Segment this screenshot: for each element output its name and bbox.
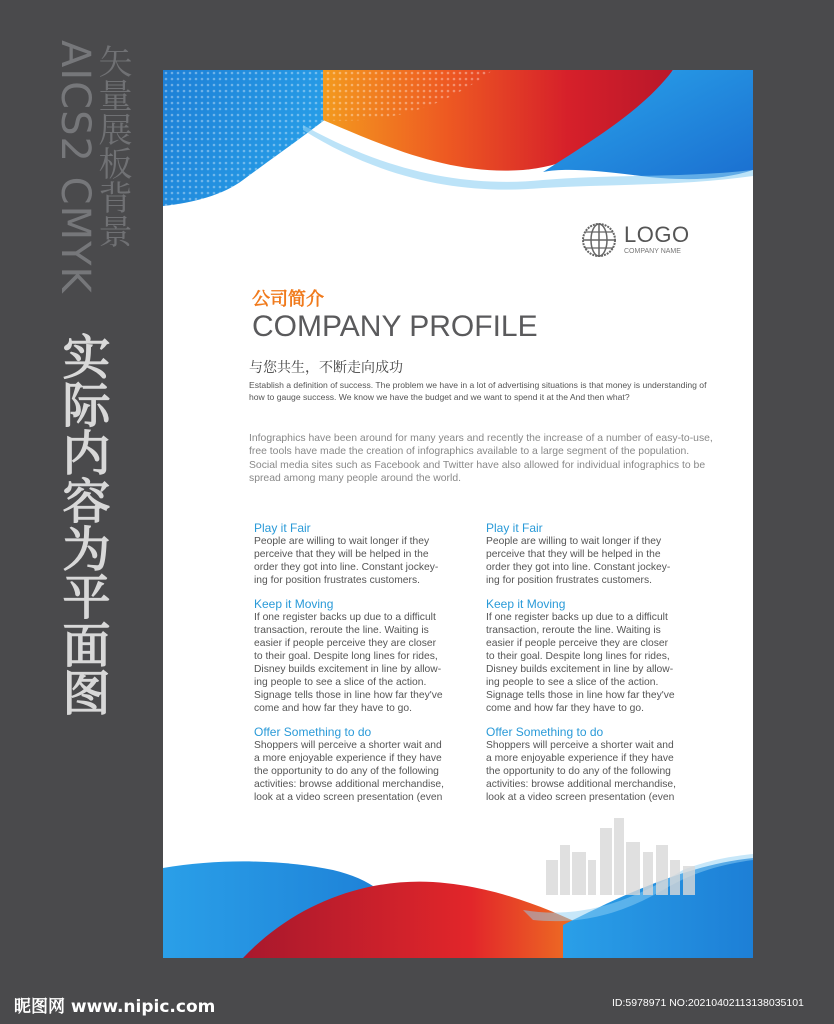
poster-wave-decoration [163, 70, 753, 958]
slogan: 与您共生，不断走向成功 [249, 360, 403, 376]
section-body: Shoppers will perceive a shorter wait and a more enjoyable experience if they have the opportunity to do any of the following activities: browse additional merchandise, look at a video screen presentation (even [254, 740, 445, 803]
section-play-it-fair [254, 521, 470, 587]
section-body: People are willing to wait longer if they perceive that they will be helped in the order they got into line. Constant jockey- ing for position frustrates customers. [254, 536, 439, 586]
intro-paragraph-2: Infographics have been around for many years and recently the increase of a number of easy-to-use, free tools have made the creation of infographics available to a large segment of the population. Social media sites such as Facebook and Twitter have also allowed for individual infographics to be spread among many people around the world. [249, 433, 713, 485]
site-watermark: 昵图网 www.nipic.com [14, 997, 216, 1017]
image-id-label: ID:5978971 NO:20210402113138035101 [612, 997, 804, 1009]
globe-icon [580, 220, 620, 260]
format-label: AICS2 CMYK [52, 40, 98, 294]
intro-paragraph-1: Establish a definition of success. The problem we have in a lot of advertising situations is that money is understanding of how to gauge success. We know we have the budget and we want to spend it at the And then what? [249, 380, 707, 402]
company-logo [580, 220, 710, 260]
section-play-it-fair [486, 521, 702, 587]
logo-text: LOGO [624, 222, 690, 247]
section-title: Play it Fair [254, 521, 311, 535]
section-body: People are willing to wait longer if they perceive that they will be helped in the order they got into line. Constant jockey- ing for position frustrates customers. [486, 536, 671, 586]
section-title: Play it Fair [486, 521, 543, 535]
vector-board-label: 矢量展板背景 [92, 44, 132, 248]
page-title: COMPANY PROFILE [252, 310, 538, 343]
content-note-label: 实际内容为平面图 [54, 332, 110, 716]
section-title: Offer Something to do [254, 725, 372, 739]
section-body: If one register backs up due to a difficult transaction, reroute the line. Waiting is easier if people perceive they are closer to their goal. Despite long lines for rides, Disney builds excitement in line by allow- ing people to see a slice of the action. Signage tells those in line how far they've come and how far they have to go. [254, 612, 443, 714]
section-body: If one register backs up due to a difficult transaction, reroute the line. Waiting is easier if people perceive they are closer to their goal. Despite long lines for rides, Disney builds excitement in line by allow- ing people to see a slice of the action. Signage tells those in line how far they've come and how far they have to go. [486, 612, 675, 714]
content-column-right [486, 521, 702, 814]
content-column-left [254, 521, 470, 814]
city-skyline-illustration [546, 818, 695, 895]
section-title: Keep it Moving [254, 597, 334, 611]
section-title: Offer Something to do [486, 725, 604, 739]
chinese-title: 公司简介 [252, 289, 324, 310]
section-body: Shoppers will perceive a shorter wait and a more enjoyable experience if they have the opportunity to do any of the following activities: browse additional merchandise, look at a video screen presentation (even [486, 740, 677, 803]
section-title: Keep it Moving [486, 597, 566, 611]
section-offer-something [254, 725, 470, 804]
logo-company-name: COMPANY NAME [624, 248, 681, 255]
section-keep-it-moving [486, 597, 702, 715]
section-keep-it-moving [254, 597, 470, 715]
section-offer-something [486, 725, 702, 804]
company-profile-poster [163, 70, 753, 958]
